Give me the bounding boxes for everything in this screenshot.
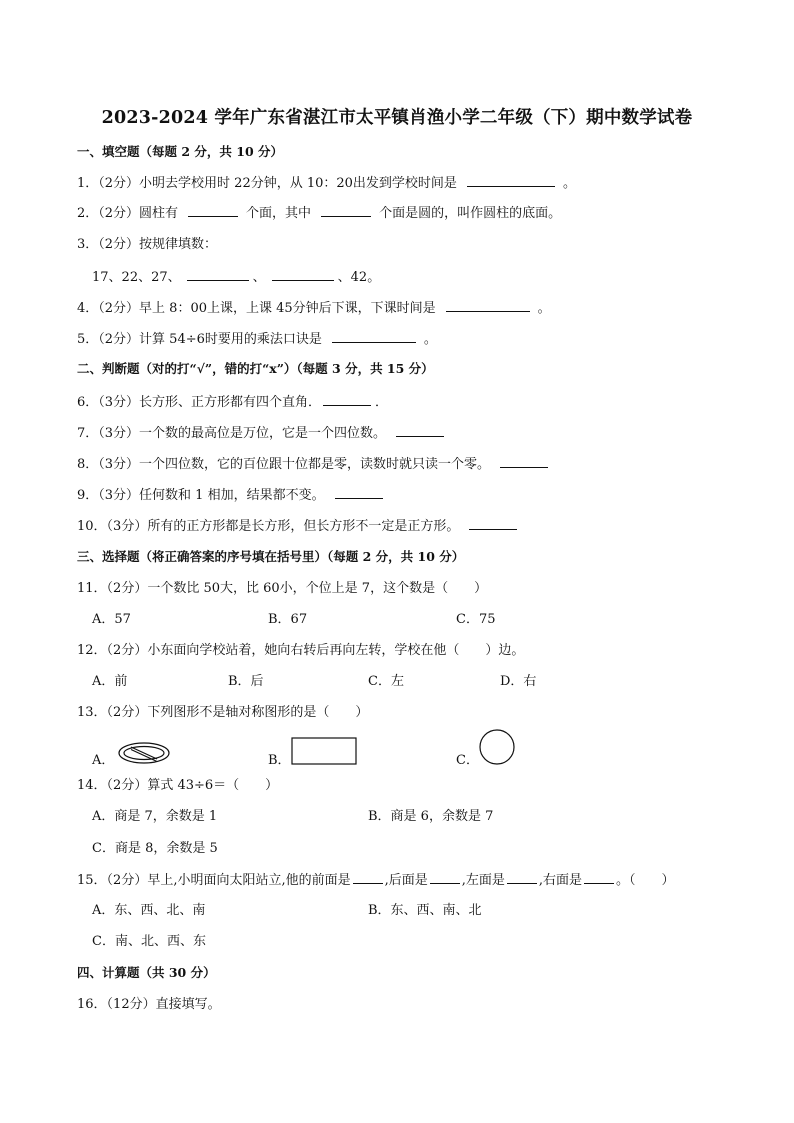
question-15-option-c[interactable]: C．南、北、西、东 <box>92 934 206 949</box>
section-3-heading: 三、选择题（将正确答案的序号填在括号里）（每题 2 分，共 10 分） <box>77 549 465 564</box>
question-15-right: ,右面是 <box>538 873 582 888</box>
question-1-text: 1．（2分）小明去学校用时 22分钟，从 10：20出发到学校时间是 <box>77 176 457 191</box>
answer-blank[interactable] <box>469 517 517 530</box>
question-5 <box>77 330 437 349</box>
question-12-option-d[interactable]: D．右 <box>500 674 537 689</box>
question-11: 11．（2分）一个数比 50大，比 60小，个位上是 7，这个数是（ ） <box>77 581 488 596</box>
question-13: 13．（2分）下列图形不是轴对称图形的是（ ） <box>77 705 369 720</box>
answer-blank[interactable] <box>507 871 537 884</box>
question-6-text: 6．（3分）长方形、正方形都有四个直角． <box>77 395 322 410</box>
question-14-option-c[interactable]: C．商是 8，余数是 5 <box>92 841 218 856</box>
answer-blank[interactable] <box>323 393 371 406</box>
question-10 <box>77 517 521 536</box>
question-8 <box>77 455 552 474</box>
answer-blank[interactable] <box>272 268 334 281</box>
section-2-heading: 二、判断题（对的打“√”，错的打“x”）（每题 3 分，共 15 分） <box>77 361 434 376</box>
question-12-option-a[interactable]: A．前 <box>92 674 128 689</box>
circle-shape-icon <box>479 729 517 767</box>
question-15-option-a[interactable]: A．东、西、北、南 <box>92 903 206 918</box>
sequence-start: 17、22、27、 <box>92 270 181 285</box>
answer-blank[interactable] <box>446 299 530 312</box>
question-15 <box>77 871 675 890</box>
answer-blank[interactable] <box>335 486 383 499</box>
question-15-end: 。（ ） <box>616 873 675 888</box>
question-2-end: 个面是圆的，叫作圆柱的底面。 <box>379 206 562 221</box>
question-1-end: 。 <box>562 176 576 191</box>
question-10-text: 10．（3分）所有的正方形都是长方形，但长方形不一定是正方形。 <box>77 519 460 534</box>
ellipse-with-slash-icon <box>117 740 171 766</box>
section-1-heading: 一、填空题（每题 2 分，共 10 分） <box>77 144 284 159</box>
question-16: 16．（12分）直接填写。 <box>77 997 221 1012</box>
question-15-back: ,后面是 <box>384 873 428 888</box>
question-11-option-a[interactable]: A．57 <box>92 612 131 627</box>
question-9-text: 9．（3分）任何数和 1 相加，结果都不变。 <box>77 488 325 503</box>
question-5-end: 。 <box>423 332 437 347</box>
question-14-option-b[interactable]: B．商是 6，余数是 7 <box>368 809 494 824</box>
answer-blank[interactable] <box>332 330 416 343</box>
answer-blank[interactable] <box>430 871 460 884</box>
question-13-option-b[interactable]: B． <box>268 753 291 768</box>
question-7 <box>77 424 448 443</box>
question-15-text: 15．（2分）早上,小明面向太阳站立,他的前面是 <box>77 873 351 888</box>
answer-blank[interactable] <box>187 268 249 281</box>
page-title: 2023-2024 学年广东省湛江市太平镇肖渔小学二年级（下）期中数学试卷 <box>101 108 693 128</box>
question-4-end: 。 <box>537 301 551 316</box>
question-6 <box>77 393 388 412</box>
question-15-option-b[interactable]: B．东、西、南、北 <box>368 903 482 918</box>
answer-blank[interactable] <box>188 204 238 217</box>
question-9 <box>77 486 387 505</box>
question-3: 3．（2分）按规律填数： <box>77 237 218 252</box>
question-13-option-c[interactable]: C． <box>456 753 479 768</box>
question-1 <box>77 174 576 193</box>
question-11-option-c[interactable]: C．75 <box>456 612 496 627</box>
section-4-heading: 四、计算题（共 30 分） <box>77 965 216 980</box>
question-8-text: 8．（3分）一个四位数，它的百位跟十位都是零，读数时就只读一个零。 <box>77 457 491 472</box>
question-4 <box>77 299 551 318</box>
answer-blank[interactable] <box>500 455 548 468</box>
question-12-option-c[interactable]: C．左 <box>368 674 404 689</box>
question-3-sequence <box>92 268 380 287</box>
answer-blank[interactable] <box>467 174 555 187</box>
sequence-sep: 、 <box>252 270 266 285</box>
question-11-option-b[interactable]: B．67 <box>268 612 308 627</box>
question-13-option-a[interactable]: A． <box>92 753 115 768</box>
question-2 <box>77 204 561 223</box>
answer-blank[interactable] <box>321 204 371 217</box>
question-14: 14．（2分）算式 43÷6＝（ ） <box>77 778 279 793</box>
question-15-left: ,左面是 <box>461 873 505 888</box>
question-14-option-a[interactable]: A．商是 7，余数是 1 <box>92 809 218 824</box>
sequence-end: 、42。 <box>337 270 381 285</box>
rectangle-shape-icon <box>291 737 359 767</box>
question-12: 12．（2分）小东面向学校站着，她向右转后再向左转，学校在他（ ）边。 <box>77 643 525 658</box>
question-2-mid: 个面，其中 <box>246 206 312 221</box>
question-5-text: 5．（2分）计算 54÷6时要用的乘法口诀是 <box>77 332 322 347</box>
question-4-text: 4．（2分）早上 8：00上课，上课 45分钟后下课，下课时间是 <box>77 301 436 316</box>
question-12-option-b[interactable]: B．后 <box>228 674 264 689</box>
question-7-text: 7．（3分）一个数的最高位是万位，它是一个四位数。 <box>77 426 387 441</box>
answer-blank[interactable] <box>396 424 444 437</box>
question-6-end: ． <box>375 395 389 410</box>
question-2-text: 2．（2分）圆柱有 <box>77 206 179 221</box>
answer-blank[interactable] <box>353 871 383 884</box>
answer-blank[interactable] <box>584 871 614 884</box>
